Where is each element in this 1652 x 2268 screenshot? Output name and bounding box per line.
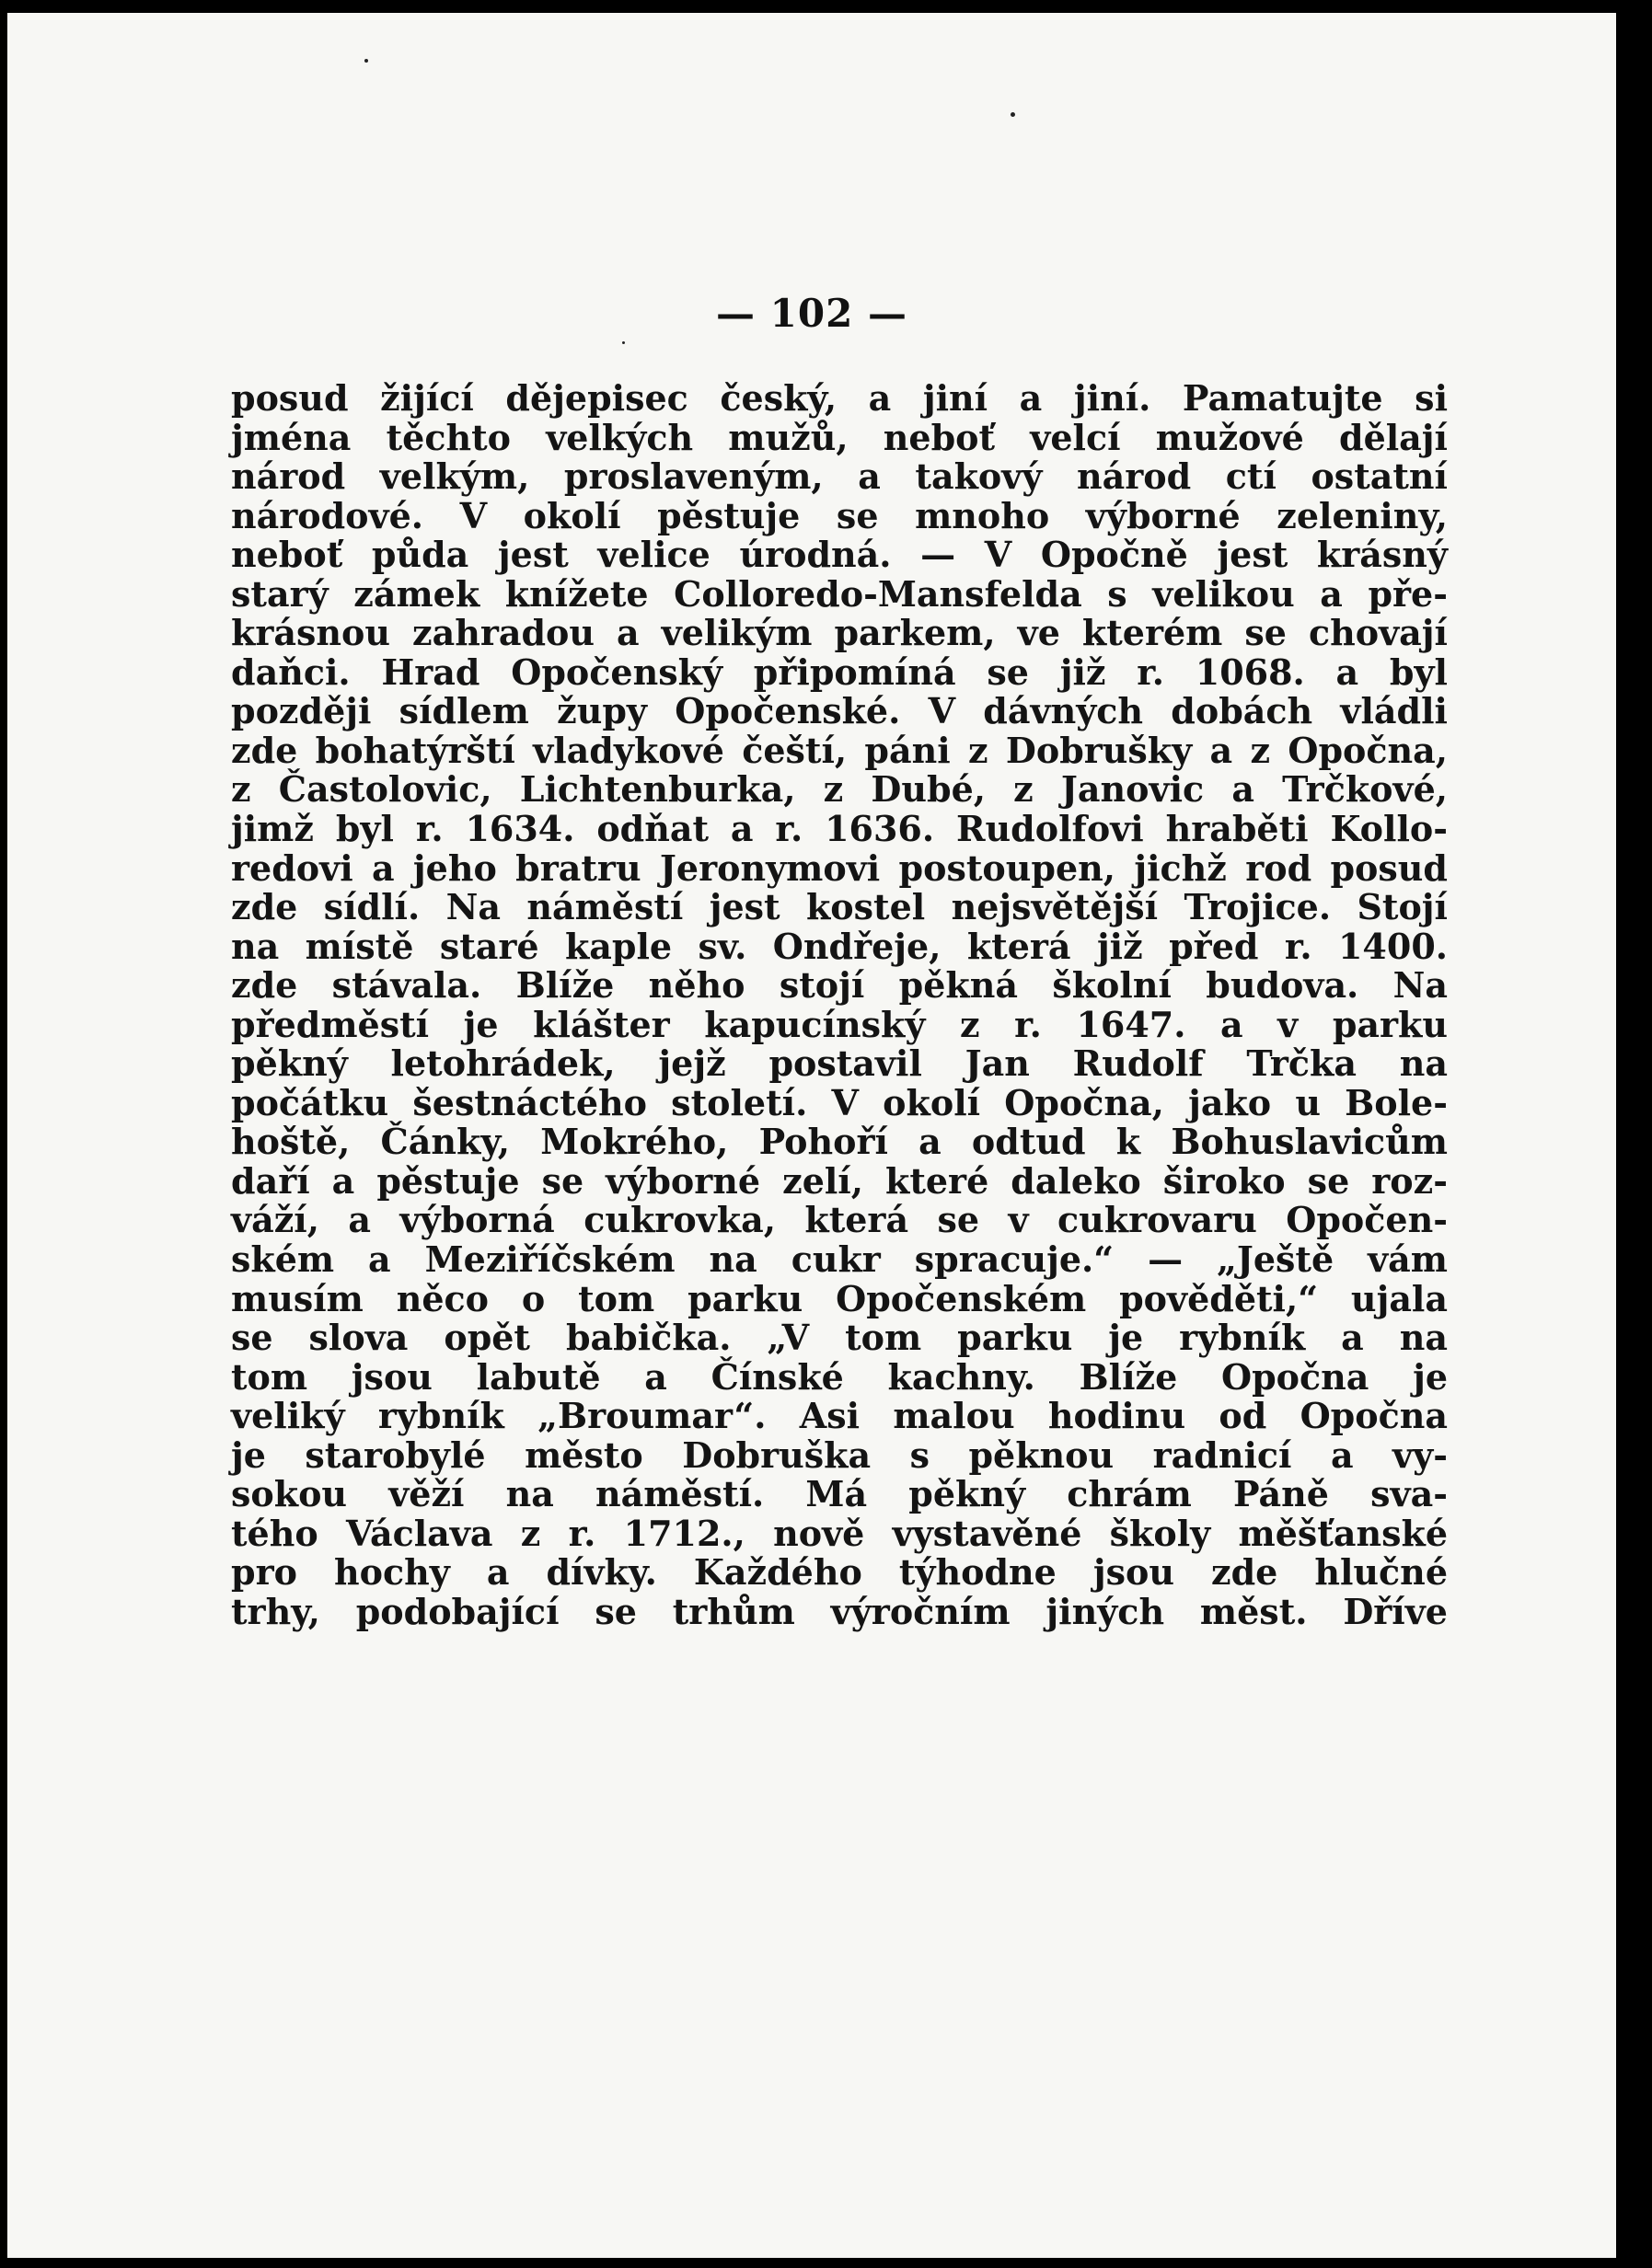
text-line: jimž byl r. 1634. odňat a r. 1636. Rudolfovi hraběti Kollo- (231, 808, 1448, 850)
text-line: tom jsou labutě a Čínské kachny. Blíže Opočna je (231, 1355, 1448, 1398)
body-text (231, 379, 1448, 1632)
text-line: musím něco o tom parku Opočenském pověděti,“ ujala (231, 1277, 1448, 1319)
text-line: pěkný letohrádek, jejž postavil Jan Rudolf Trčka na (231, 1042, 1448, 1085)
text-line: starý zámek knížete Colloredo-Mansfelda s velikou a pře- (231, 572, 1448, 615)
text-line: redovi a jeho bratru Jeronymovi postoupen, jichž rod posud (231, 846, 1448, 889)
text-line: zde bohatýrští vladykové čeští, páni z Dobrušky a z Opočna, (231, 729, 1448, 771)
text-line: tého Václava z r. 1712., nově vystavěné školy měšťanské (231, 1512, 1448, 1554)
text-line: později sídlem župy Opočenské. V dávných dobách vládli (231, 690, 1448, 732)
text-line: daří a pěstuje se výborné zelí, které daleko široko se roz- (231, 1159, 1448, 1202)
text-line: národové. V okolí pěstuje se mnoho výborné zeleniny, (231, 494, 1448, 536)
ink-speck (622, 341, 625, 344)
text-line: z Častolovic, Lichtenburka, z Dubé, z Janovic a Trčkové, (231, 768, 1448, 811)
text-line: se slova opět babička. „V tom parku je rybník a na (231, 1317, 1448, 1359)
text-line: daňci. Hrad Opočenský připomíná se již r. 1068. a byl (231, 650, 1448, 693)
text-line: zde sídlí. Na náměstí jest kostel nejsvětější Trojice. Stojí (231, 886, 1448, 928)
ink-speck (364, 59, 368, 63)
text-line: trhy, podobající se trhům výročním jiných měst. Dříve (231, 1590, 1448, 1632)
text-line: předměstí je klášter kapucínský z r. 1647. a v parku (231, 1003, 1448, 1045)
text-line: národ velkým, proslaveným, a takový národ ctí ostatní (231, 455, 1448, 498)
text-line: jména těchto velkých mužů, neboť velcí mužové dělají (231, 416, 1448, 458)
text-line: ském a Meziříčském na cukr spracuje.“ — „Ještě vám (231, 1238, 1448, 1281)
ink-speck (1011, 112, 1015, 117)
text-line: pro hochy a dívky. Každého týhodne jsou zde hlučné (231, 1551, 1448, 1594)
page-number: — 102 — (716, 291, 907, 336)
text-line: neboť půda jest velice úrodná. — V Opočně jest krásný (231, 534, 1448, 576)
text-line: počátku šestnáctého století. V okolí Opočna, jako u Bole- (231, 1081, 1448, 1123)
text-line: je starobylé město Dobruška s pěknou radnicí a vy- (231, 1433, 1448, 1476)
text-line: veliký rybník „Broumar“. Asi malou hodinu od Opočna (231, 1395, 1448, 1437)
book-page (7, 13, 1616, 2258)
text-line: na místě staré kaple sv. Ondřeje, která již před r. 1400. (231, 925, 1448, 967)
text-line: sokou věží na náměstí. Má pěkný chrám Páně sva- (231, 1473, 1448, 1515)
text-line: zde stávala. Blíže něho stojí pěkná školní budova. Na (231, 964, 1448, 1007)
text-line: hoště, Čánky, Mokrého, Pohoří a odtud k Bohuslavicům (231, 1121, 1448, 1163)
text-line: posud žijící dějepisec český, a jiní a jiní. Pamatujte si (231, 377, 1448, 419)
text-line: krásnou zahradou a velikým parkem, ve kterém se chovají (231, 612, 1448, 654)
text-line: váží, a výborná cukrovka, která se v cukrovaru Opočen- (231, 1199, 1448, 1241)
